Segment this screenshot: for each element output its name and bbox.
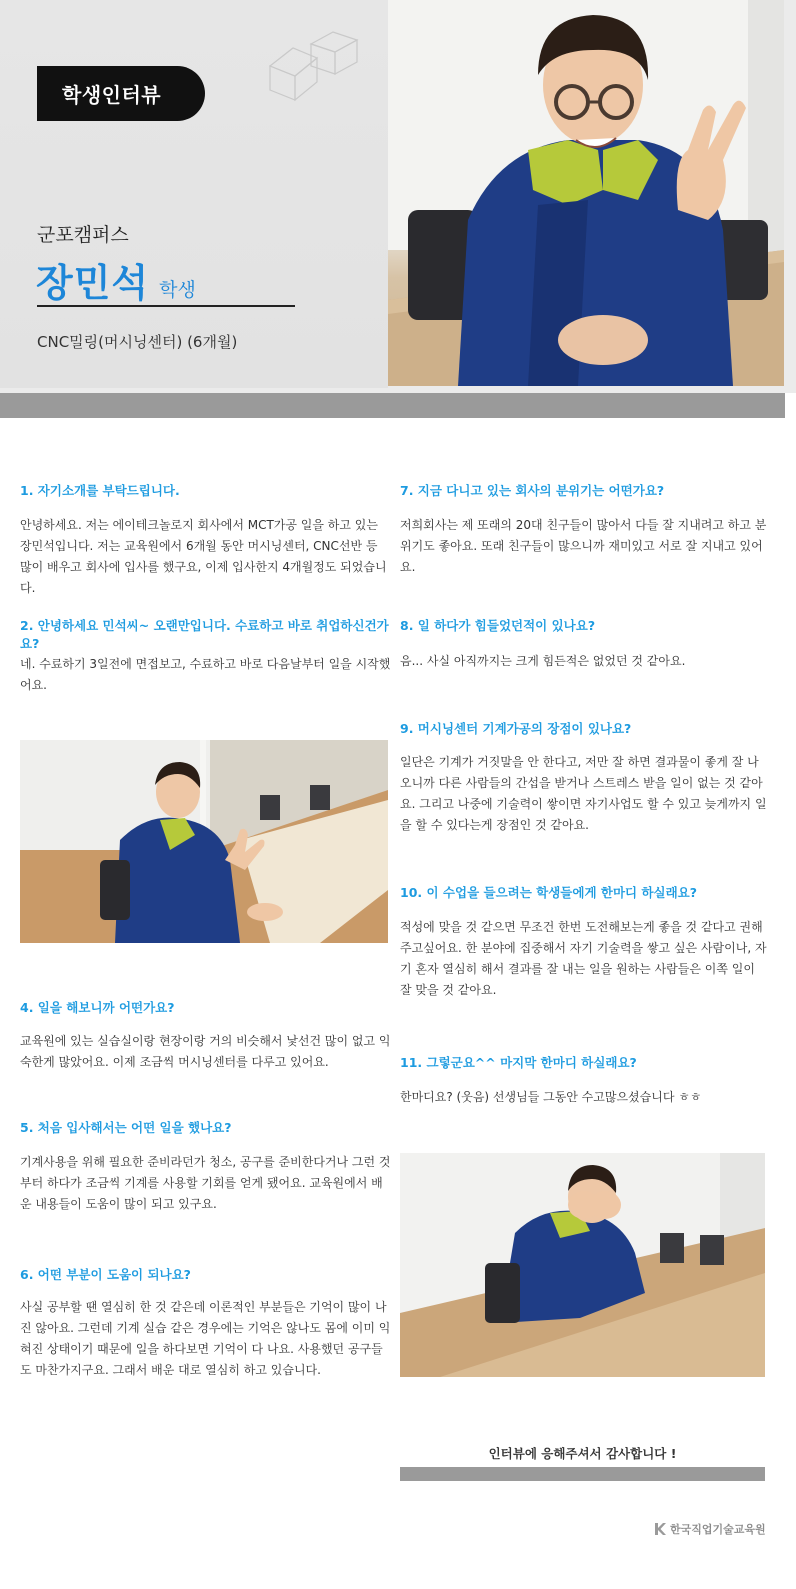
thanks-bar [400, 1467, 765, 1481]
hero-student-photo [388, 0, 784, 386]
course-label: CNC밀링(머시닝센터) (6개월) [37, 333, 238, 351]
institute-logo [653, 1521, 766, 1537]
answer-8: 음... 사실 아직까지는 크게 힘든적은 없었던 것 같아요. [400, 654, 686, 668]
answer-11: 한마디요? (웃음) 선생님들 그동안 수고많으셨습니다 ㅎㅎ [400, 1090, 702, 1104]
question-5: 5. 처음 입사해서는 어떤 일을 했나요? [20, 1120, 232, 1135]
question-4: 4. 일을 해보니까 어떤가요? [20, 1000, 175, 1015]
hero-info-panel [0, 0, 388, 388]
answer-4: 교육원에 있는 실습실이랑 현장이랑 거의 비슷해서 낯선건 많이 없고 익숙한게 많았어요. 이제 조금씩 머시닝센터를 다루고 있어요. [20, 1034, 391, 1069]
answer-5: 기계사용을 위해 필요한 준비라던가 청소, 공구를 준비한다거나 그런 것부터 하다가 조금씩 기계를 사용할 기회를 얻게 됐어요. 교육원에서 배운 내용들이 도움이 많이 되고 있구요. [20, 1155, 391, 1211]
student-name: 장민석 [36, 261, 150, 305]
question-8: 8. 일 하다가 힘들었던적이 있나요? [400, 618, 596, 633]
student-role: 학생 [159, 279, 196, 301]
interview-badge: 학생인터뷰 [37, 66, 205, 121]
answer-1: 안녕하세요. 저는 에이테크놀로지 회사에서 MCT가공 일을 하고 있는 장민석입니다. 저는 교육원에서 6개월 동안 머시닝센터, CNC선반 등 많이 배우고 회사에 입사를 했구요, 이제 입사한지 4개월정도 되었습니다. [20, 518, 387, 595]
answer-9: 일단은 기계가 거짓말을 안 한다고, 저만 잘 하면 결과물이 좋게 잘 나오니까 다른 사람들의 간섭을 받거나 스트레스 받을 일이 없는 것 같아요. 그리고 나중에 기술력이 쌓이면 자기사업도 할 수 있고 늦게까지 일을 할 수 있다는게 장점인 것 같아요. [400, 755, 767, 832]
question-2: 2. 안녕하세요 민석씨~ 오랜만입니다. 수료하고 바로 취업하신건가요? [20, 618, 389, 651]
question-7: 7. 지금 다니고 있는 회사의 분위기는 어떤가요? [400, 483, 665, 498]
name-divider [37, 305, 295, 307]
question-1: 1. 자기소개를 부탁드립니다. [20, 483, 180, 498]
answer-7: 저희회사는 제 또래의 20대 친구들이 많아서 다들 잘 지내려고 하고 분위기도 좋아요. 또래 친구들이 많으니까 재미있고 서로 잘 지내고 있어요. [400, 518, 767, 574]
question-11: 11. 그렇군요^^ 마지막 한마디 하실래요? [400, 1055, 637, 1070]
answer-2: 네. 수료하기 3일전에 면접보고, 수료하고 바로 다음날부터 일을 시작했어요. [20, 657, 391, 692]
institute-logo-icon [653, 1522, 667, 1536]
thanks-message: 인터뷰에 응해주셔서 감사합니다 ! [488, 1446, 677, 1461]
institute-logo-text: 한국직업기술교육원 [670, 1523, 766, 1536]
header-divider-bar [0, 393, 785, 418]
question-10: 10. 이 수업을 들으려는 학생들에게 한마디 하실래요? [400, 885, 698, 900]
hero-section [0, 0, 796, 393]
student-photo-covering-face [400, 1153, 765, 1377]
answer-10: 적성에 맞을 것 같으면 무조건 한번 도전해보는게 좋을 것 같다고 권해주고싶어요. 한 분야에 집중해서 자기 기술력을 쌓고 싶은 사람이나, 자기 혼자 열심히 해서 결과를 잘 내는 일을 원하는 사람들은 이쪽 일이 잘 맞을 것 같아요. [400, 920, 767, 997]
question-6: 6. 어떤 부분이 도움이 되나요? [20, 1267, 191, 1282]
cube-decoration-icon [265, 28, 365, 103]
answer-6: 사실 공부할 땐 열심히 한 것 같은데 이론적인 부분들은 기억이 많이 나진 않아요. 그런데 기계 실습 같은 경우에는 기억은 않나도 몸에 이미 익혀진 상태이기 때문에 일을 하다보면 기억이 다 나요. 사용했던 공구들도 마찬가지구요. 그래서 배운 대로 열심히 하고 있습니다. [20, 1300, 391, 1377]
question-9: 9. 머시닝센터 기계가공의 장점이 있나요? [400, 721, 632, 736]
campus-label: 군포캠퍼스 [37, 224, 129, 246]
student-name-row [36, 252, 196, 307]
student-photo-desk [20, 740, 388, 943]
